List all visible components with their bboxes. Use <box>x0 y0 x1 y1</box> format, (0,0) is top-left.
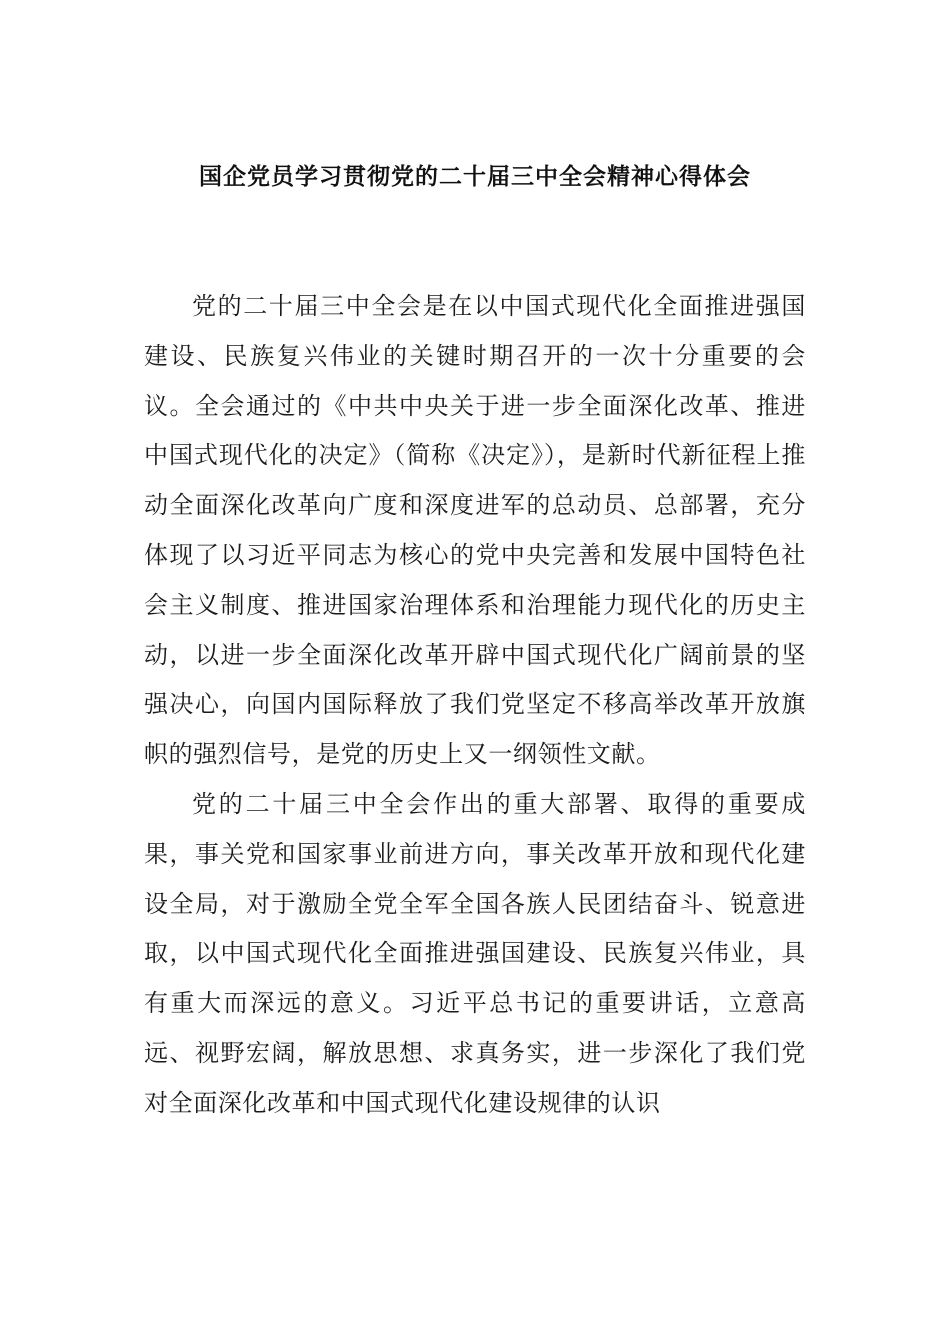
body-paragraph-1: 党的二十届三中全会是在以中国式现代化全面推进强国建设、民族复兴伟业的关键时期召开的一次十分重要的会议。全会通过的《中共中央关于进一步全面深化改革、推进中国式现代化的决定》（简称《决定》），是新时代新征程上推动全面深化改革向广度和深度进军的总动员、总部署，充分体现了以习近平同志为核心的党中央完善和发展中国特色社会主义制度、推进国家治理体系和治理能力现代化的历史主动，以进一步全面深化改革开辟中国式现代化广阔前景的坚强决心，向国内国际释放了我们党坚定不移高举改革开放旗帜的强烈信号，是党的历史上又一纲领性文献。 <box>144 292 806 769</box>
document-body <box>144 282 806 1129</box>
body-paragraph-2: 党的二十届三中全会作出的重大部署、取得的重要成果，事关党和国家事业前进方向，事关改革开放和现代化建设全局，对于激励全党全军全国各族人民团结奋斗、锐意进取，以中国式现代化全面推进强国建设、民族复兴伟业，具有重大而深远的意义。习近平总书记的重要讲话，立意高远、视野宏阔，解放思想、求真务实，进一步深化了我们党对全面深化改革和中国式现代化建设规律的认识 <box>144 789 806 1117</box>
document-title: 国企党员学习贯彻党的二十届三中全会精神心得体会 <box>199 164 751 190</box>
